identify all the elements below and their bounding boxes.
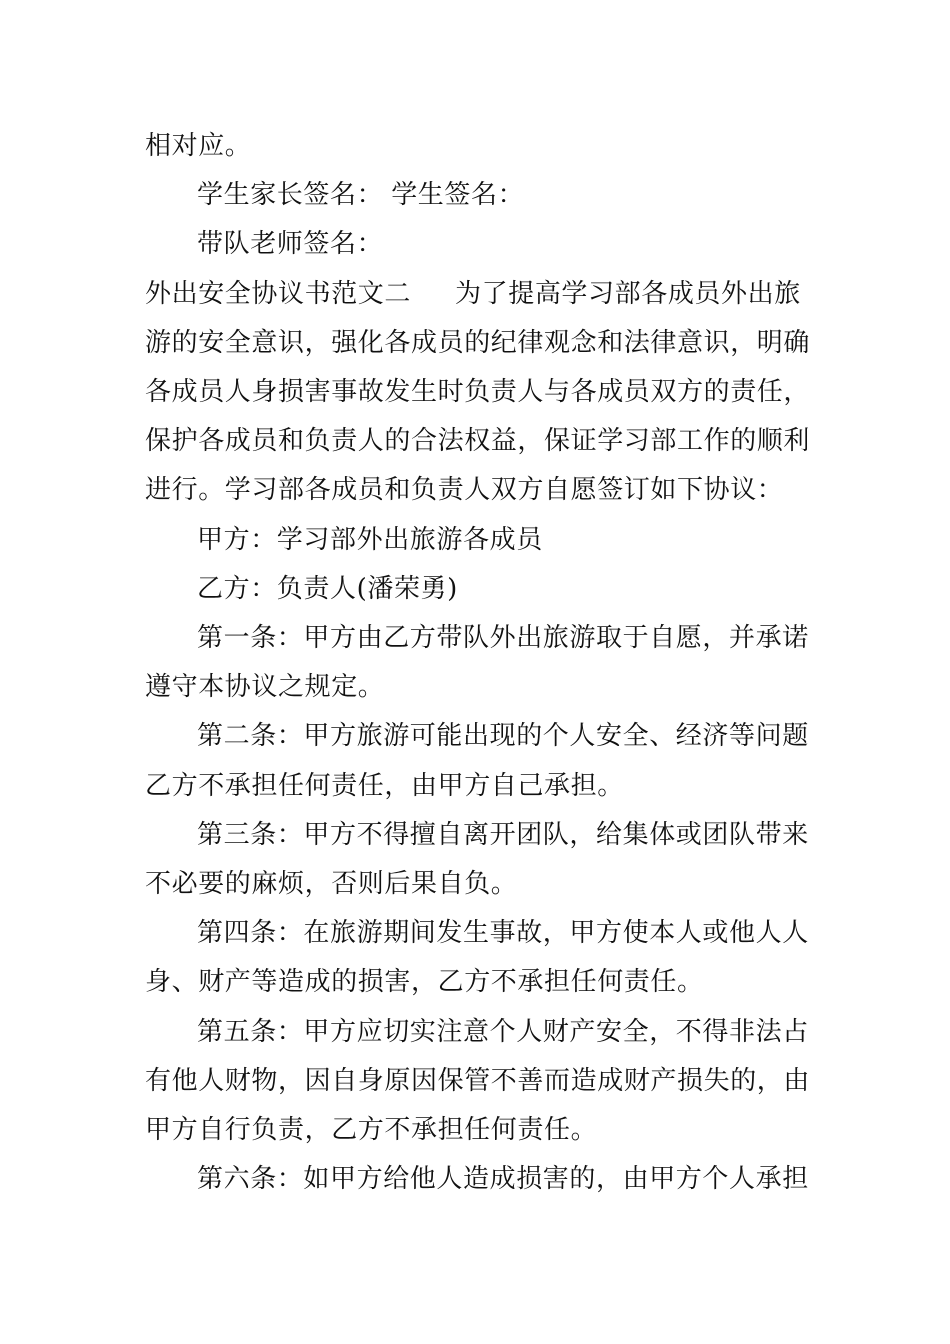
article-line: 第五条：甲方应切实注意个人财产安全，不得非法占 xyxy=(197,1016,809,1047)
text-line: 进行。学习部各成员和负责人双方自愿签订如下协议： xyxy=(145,475,784,506)
text-line: 甲方自行负责，乙方不承担任何责任。 xyxy=(145,1115,598,1146)
text-line: 有他人财物，因自身原因保管不善而造成财产损失的，由 xyxy=(145,1065,811,1096)
text-line: 乙方不承担任何责任，由甲方自己承担。 xyxy=(145,770,624,801)
article-line: 第三条：甲方不得擅自离开团队，给集体或团队带来 xyxy=(197,819,809,850)
text-line: 游的安全意识，强化各成员的纪律观念和法律意识，明确 xyxy=(145,327,811,358)
article-line: 第一条：甲方由乙方带队外出旅游取于自愿，并承诺 xyxy=(197,623,809,654)
text-line: 保护各成员和负责人的合法权益，保证学习部工作的顺利 xyxy=(145,426,811,457)
parent-signature-label: 学生家长签名： xyxy=(197,180,384,211)
text-line: 各成员人身损害事故发生时负责人与各成员双方的责任， xyxy=(145,377,811,408)
document-body xyxy=(145,122,810,1204)
section-title: 外出安全协议书范文二 xyxy=(145,278,412,309)
teacher-signature-label: 带队老师签名： xyxy=(197,229,384,260)
article-line: 第二条：甲方旅游可能出现的个人安全、经济等问题 xyxy=(197,721,809,752)
article-line: 第六条：如甲方给他人造成损害的，由甲方个人承担 xyxy=(197,1164,809,1195)
signature-line xyxy=(145,171,810,220)
section-heading-line xyxy=(145,270,810,319)
student-signature-label: 学生签名： xyxy=(391,180,525,211)
text-line: 相对应。 xyxy=(145,131,252,161)
article-line: 第四条：在旅游期间发生事故，甲方使本人或他人人 xyxy=(197,918,809,949)
text-line: 不必要的麻烦，否则后果自负。 xyxy=(145,869,518,900)
text-line: 遵守本协议之规定。 xyxy=(145,672,385,703)
party-a-line: 甲方：学习部外出旅游各成员 xyxy=(197,524,543,555)
paragraph-start: 为了提高学习部各成员外出旅 xyxy=(455,278,801,309)
party-b-line: 乙方：负责人(潘荣勇) xyxy=(197,573,458,604)
text-line: 身、财产等造成的损害，乙方不承担任何责任。 xyxy=(145,967,704,998)
